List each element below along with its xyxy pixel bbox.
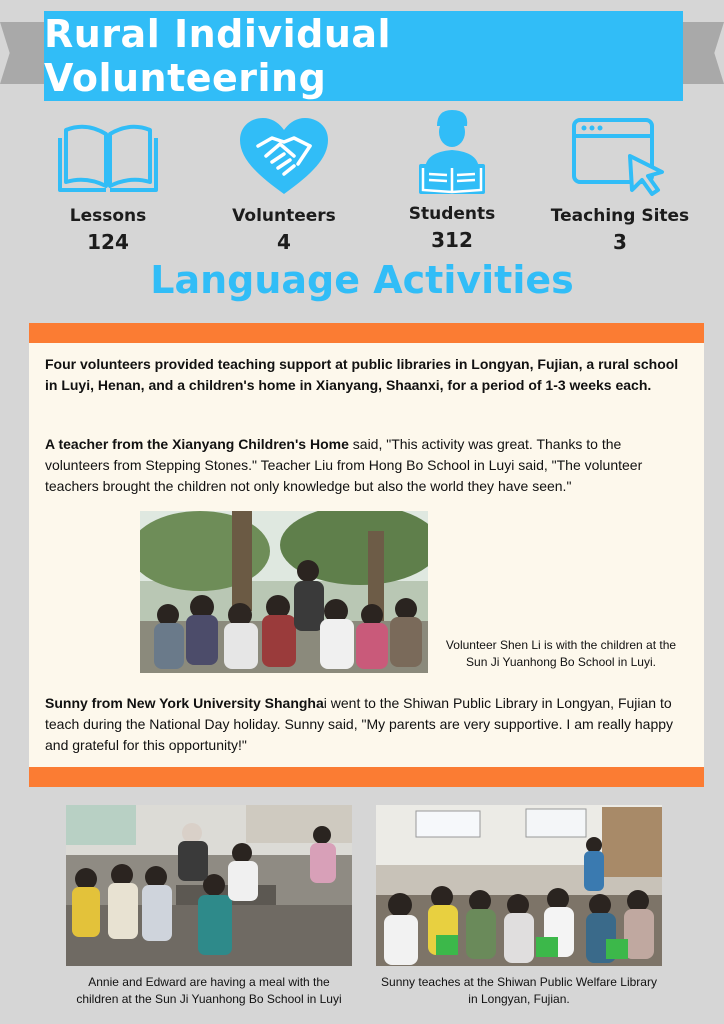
stat-value: 312 (431, 228, 473, 252)
orange-divider-top (29, 323, 704, 343)
stat-label: Lessons (69, 206, 147, 226)
caption-bottom-right: Sunny teaches at the Shiwan Public Welfare Library in Longyan, Fujian. (381, 975, 657, 1006)
photo-volunteer-with-children (140, 511, 428, 673)
heart-handshake-icon (236, 116, 332, 196)
stat-volunteers (204, 116, 364, 254)
stat-label: Teaching Sites (550, 206, 690, 226)
sunny-source: Sunny from New York University Shangha (45, 695, 324, 711)
stat-value: 3 (613, 230, 627, 254)
caption-main-photo: Volunteer Shen Li is with the children at the Sun Ji Yuanhong Bo School in Luyi. (445, 638, 677, 669)
quote-text: said, "This activity was great. Thanks to the volunteers from Stepping Stones." Teacher Liu from Hong Bo School in Luyi said, "The volunteer teachers brought the children not only knowledge but also the world they have seen." (45, 436, 643, 494)
ribbon-left-decoration (0, 22, 44, 84)
browser-cursor-icon (570, 116, 670, 196)
stat-label: Students (408, 204, 496, 224)
book-icon (56, 116, 160, 196)
photo-meal-with-children (66, 805, 352, 966)
stat-teaching-sites (540, 116, 700, 254)
sunny-text: i went to the Shiwan Public Library in Longyan, Fujian to teach during the National Day holiday. Sunny said, "My parents are very supportive. I am really happy and grateful for this opportunity!" (45, 695, 674, 753)
page-title: Rural Individual Volunteering (44, 11, 683, 101)
paragraph-intro: Four volunteers provided teaching support at public libraries in Longyan, Fujian, a rural school in Luyi, Henan, and a children's home in Xianyang, Shaanxi, for a period of 1-3 weeks each. (45, 356, 679, 393)
stat-value: 124 (87, 230, 129, 254)
photo-sunny-teaching (376, 805, 662, 966)
section-title: Language Activities (150, 258, 574, 302)
student-reading-icon (417, 108, 487, 196)
quote-source: A teacher from the Xianyang Children's Home (45, 436, 349, 452)
paragraph-sunny (45, 693, 685, 756)
paragraph-quotes (45, 434, 685, 497)
stat-lessons (28, 116, 188, 254)
ribbon-right-decoration (680, 22, 724, 84)
orange-divider-bottom (29, 767, 704, 787)
stat-label: Volunteers (232, 206, 336, 226)
stat-value: 4 (277, 230, 291, 254)
stat-students (372, 108, 532, 252)
caption-bottom-left: Annie and Edward are having a meal with the children at the Sun Ji Yuanhong Bo School in Luyi (76, 975, 342, 1006)
